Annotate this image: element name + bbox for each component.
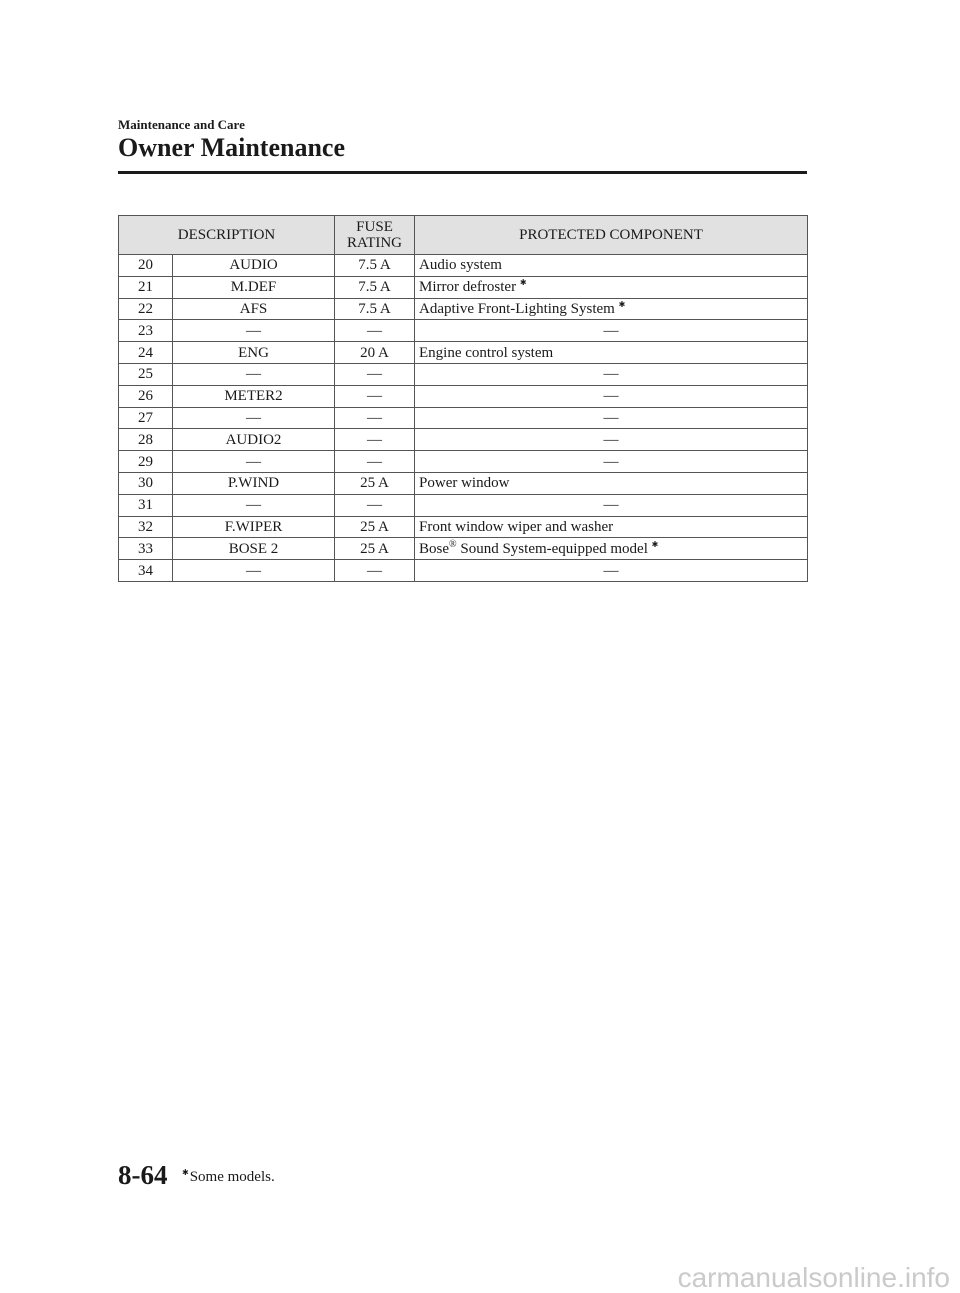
protected-component-cell	[415, 472, 808, 494]
fuse-description-cell: ―	[173, 560, 335, 582]
fuse-rating-header-line1: FUSE	[356, 219, 393, 235]
watermark: carmanualsonline.info	[677, 1262, 950, 1293]
component-text: ―	[603, 322, 619, 339]
protected-component-cell	[415, 407, 808, 429]
component-text: Mirror defroster	[419, 279, 520, 296]
protected-component-cell	[415, 276, 808, 298]
protected-component-cell	[415, 560, 808, 582]
component-text: ―	[603, 388, 619, 405]
fuse-rating-cell: 7.5 A	[335, 255, 415, 277]
protected-component-cell	[415, 298, 808, 320]
protected-component-cell	[415, 451, 808, 473]
component-text: ―	[603, 366, 619, 383]
fuse-rating-cell: 25 A	[335, 516, 415, 538]
fuse-rating-cell: 25 A	[335, 538, 415, 560]
fuse-number-cell: 32	[119, 516, 173, 538]
footnote-text: Some models.	[189, 1169, 275, 1185]
fuse-number-cell: 30	[119, 472, 173, 494]
fuse-number-cell: 24	[119, 342, 173, 364]
protected-component-header: PROTECTED COMPONENT	[415, 216, 808, 255]
component-text: ―	[603, 409, 619, 426]
fuse-description-cell: ―	[173, 494, 335, 516]
fuse-description-cell: ―	[173, 407, 335, 429]
table-row	[119, 407, 808, 429]
header-row	[119, 216, 808, 255]
fuse-number-cell: 33	[119, 538, 173, 560]
protected-component-cell	[415, 255, 808, 277]
fuse-rating-cell: 7.5 A	[335, 276, 415, 298]
protected-component-cell	[415, 342, 808, 364]
fuse-number-cell: 27	[119, 407, 173, 429]
fuse-number-cell: 25	[119, 363, 173, 385]
fuse-rating-cell: ―	[335, 385, 415, 407]
fuse-description-cell: M.DEF	[173, 276, 335, 298]
fuse-number-cell: 34	[119, 560, 173, 582]
fuse-rating-cell: ―	[335, 560, 415, 582]
fuse-description-cell: METER2	[173, 385, 335, 407]
fuse-rating-cell: ―	[335, 320, 415, 342]
registered-mark: ®	[449, 538, 457, 550]
fuse-number-cell: 31	[119, 494, 173, 516]
fuse-rating-cell: 25 A	[335, 472, 415, 494]
fuse-table-header	[119, 216, 808, 255]
component-text: ―	[603, 562, 619, 579]
fuse-description-cell: AUDIO2	[173, 429, 335, 451]
protected-component-cell	[415, 320, 808, 342]
fuse-rating-cell: ―	[335, 429, 415, 451]
protected-component-cell	[415, 429, 808, 451]
page-title: Owner Maintenance	[118, 133, 345, 162]
fuse-number-cell: 26	[119, 385, 173, 407]
section-label: Maintenance and Care	[118, 117, 245, 132]
table-row	[119, 560, 808, 582]
table-row	[119, 255, 808, 277]
table-row	[119, 298, 808, 320]
fuse-description-cell: ―	[173, 320, 335, 342]
fuse-description-cell: AUDIO	[173, 255, 335, 277]
fuse-rating-cell: ―	[335, 363, 415, 385]
fuse-rating-cell: ―	[335, 451, 415, 473]
component-text: Bose	[419, 540, 450, 557]
description-header: DESCRIPTION	[119, 216, 335, 255]
table-row	[119, 494, 808, 516]
fuse-description-cell: P.WIND	[173, 472, 335, 494]
fuse-description-cell: ―	[173, 363, 335, 385]
fuse-number-cell: 23	[119, 320, 173, 342]
component-text: ―	[603, 497, 619, 514]
fuse-number-cell: 29	[119, 451, 173, 473]
protected-component-cell	[415, 516, 808, 538]
fuse-rating-header	[335, 216, 415, 255]
fuse-description-cell: ―	[173, 451, 335, 473]
protected-component-cell	[415, 538, 808, 560]
protected-component-cell	[415, 494, 808, 516]
component-text: Sound System-equipped model	[456, 540, 652, 557]
footnote	[182, 1168, 275, 1186]
fuse-number-cell: 28	[119, 429, 173, 451]
fuse-rating-cell: ―	[335, 494, 415, 516]
some-models-mark-icon: ✱	[618, 299, 626, 309]
fuse-description-cell: AFS	[173, 298, 335, 320]
component-text: Engine control system	[419, 344, 554, 361]
fuse-description-cell: BOSE 2	[173, 538, 335, 560]
fuse-rating-header-line2: RATING	[347, 235, 403, 251]
component-text: ―	[603, 431, 619, 448]
protected-component-cell	[415, 385, 808, 407]
table-row	[119, 363, 808, 385]
some-models-mark-icon: ✱	[182, 1168, 189, 1177]
table-row	[119, 385, 808, 407]
protected-component-cell	[415, 363, 808, 385]
table-row	[119, 276, 808, 298]
fuse-rating-cell: 20 A	[335, 342, 415, 364]
table-row	[119, 472, 808, 494]
fuse-table	[118, 215, 808, 582]
fuse-rating-cell: ―	[335, 407, 415, 429]
fuse-number-cell: 21	[119, 276, 173, 298]
some-models-mark-icon: ✱	[651, 539, 659, 549]
table-row	[119, 342, 808, 364]
table-row	[119, 320, 808, 342]
fuse-rating-cell: 7.5 A	[335, 298, 415, 320]
table-row	[119, 538, 808, 560]
component-text: ―	[603, 453, 619, 470]
table-row	[119, 516, 808, 538]
fuse-description-cell: ENG	[173, 342, 335, 364]
fuse-table-body	[119, 255, 808, 582]
component-text: Front window wiper and washer	[419, 518, 614, 535]
page-number: 8-64	[118, 1160, 168, 1190]
some-models-mark-icon: ✱	[519, 278, 527, 288]
component-text: Power window	[419, 475, 510, 492]
fuse-description-cell: F.WIPER	[173, 516, 335, 538]
fuse-number-cell: 20	[119, 255, 173, 277]
fuse-number-cell: 22	[119, 298, 173, 320]
table-row	[119, 429, 808, 451]
title-divider	[118, 171, 807, 174]
component-text: Audio system	[419, 257, 502, 274]
table-row	[119, 451, 808, 473]
component-text: Adaptive Front-Lighting System	[419, 300, 619, 317]
